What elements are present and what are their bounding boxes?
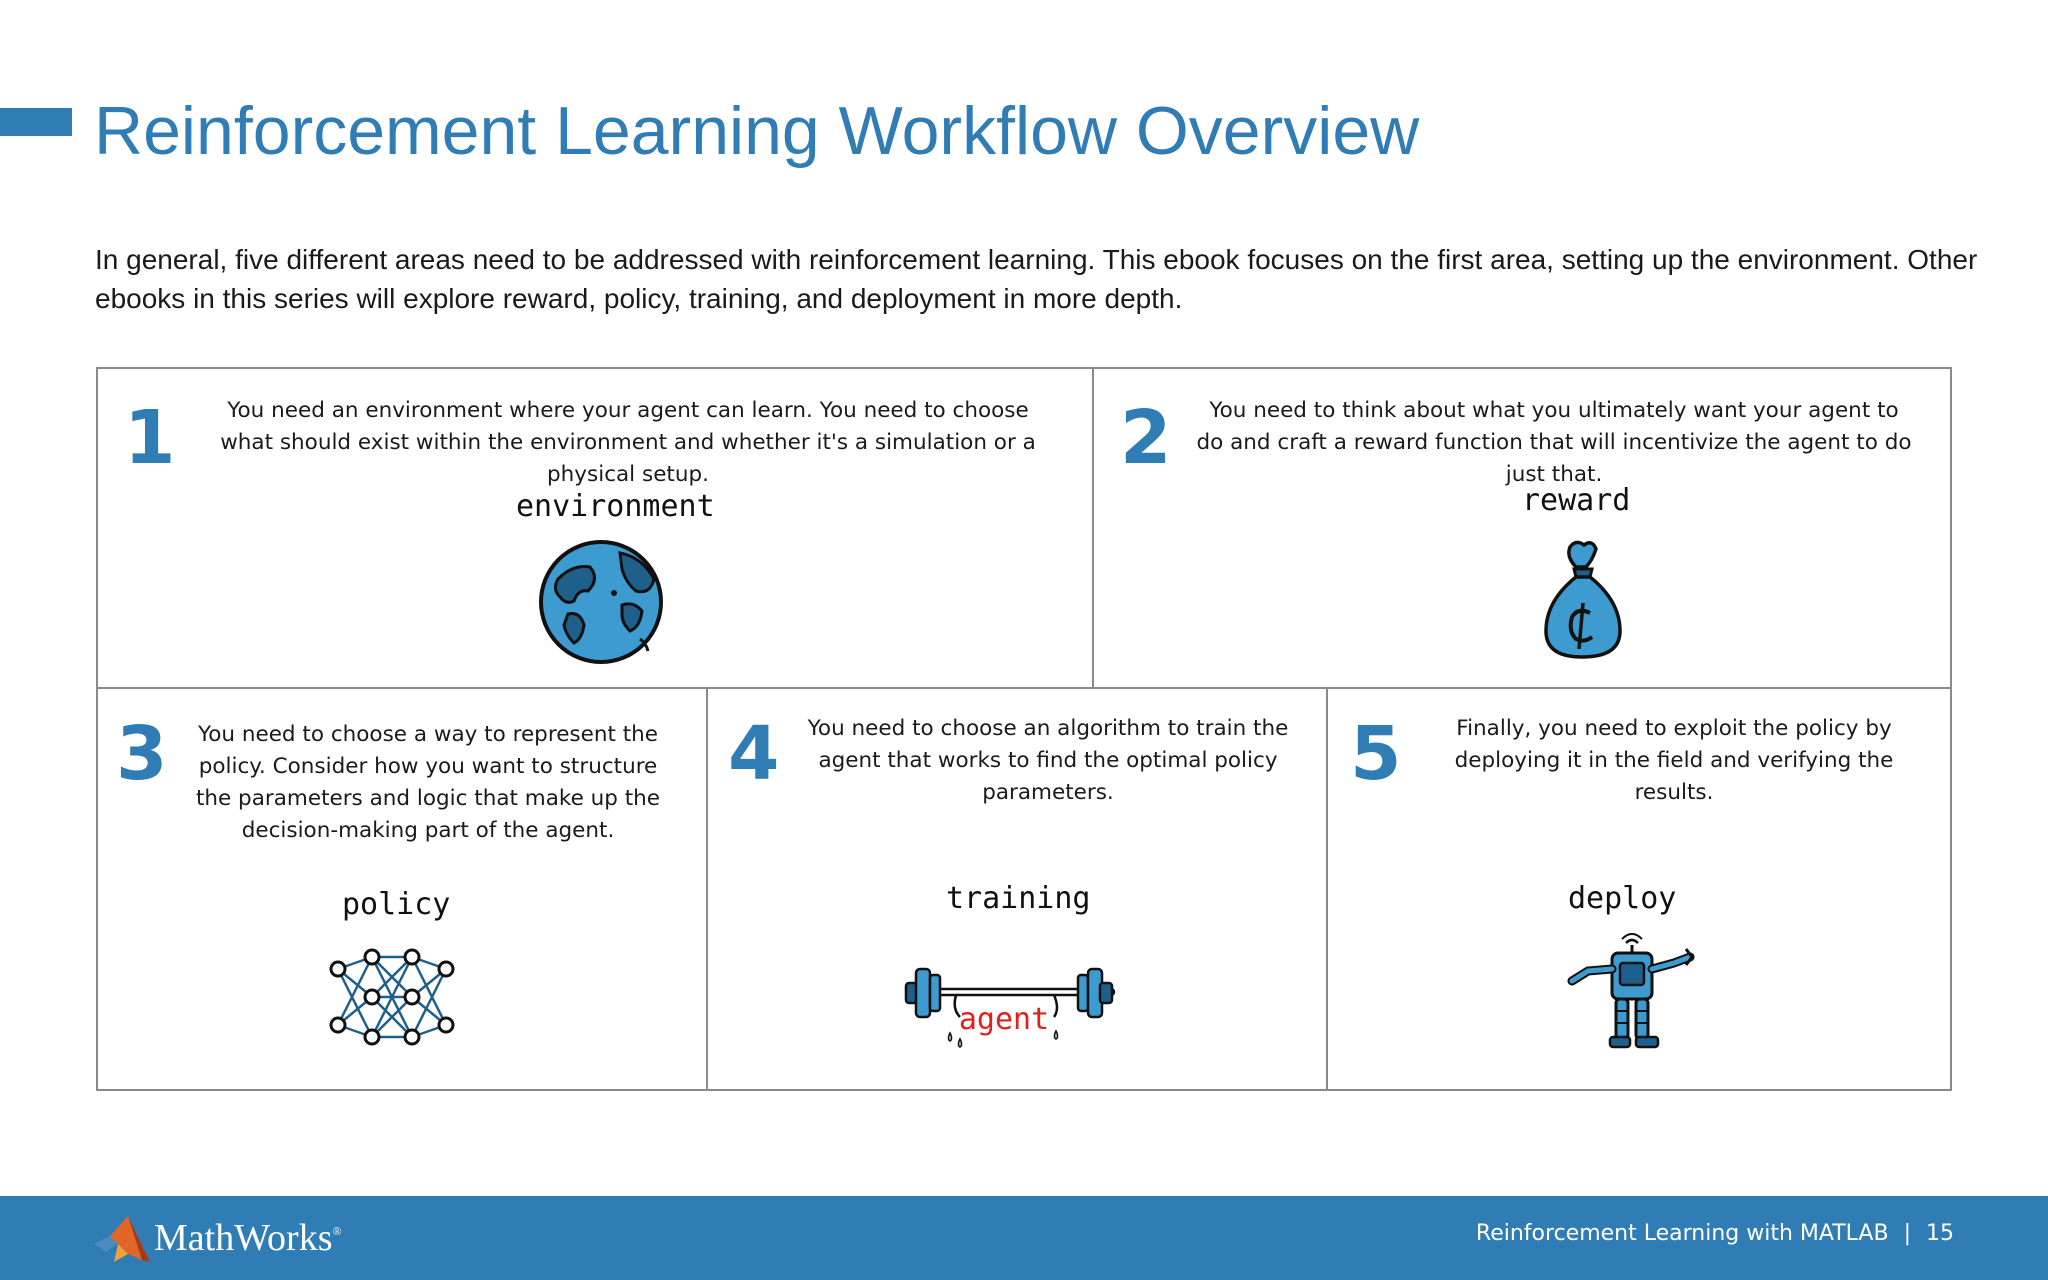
footer-book-title: Reinforcement Learning with MATLAB xyxy=(1475,1221,1889,1246)
step-5-panel xyxy=(1328,689,1950,1091)
step-5-description: Finally, you need to exploit the policy by deploying it in the field and verifying the results. xyxy=(1454,716,1894,805)
step-1-panel xyxy=(98,369,1094,689)
step-5-number: 5 xyxy=(1350,711,1402,797)
mathworks-logo-icon xyxy=(92,1214,152,1264)
page-footer xyxy=(0,1196,2048,1280)
footer-separator: | xyxy=(1903,1221,1911,1246)
step-4-label: training xyxy=(946,881,1091,916)
robot-icon xyxy=(1566,933,1698,1053)
step-2-description: You need to think about what you ultimately want your agent to do and craft a reward function that will incentivize the agent to do just that. xyxy=(1196,398,1912,487)
neural-network-icon xyxy=(326,945,460,1049)
step-4-panel xyxy=(708,689,1328,1091)
money-bag-icon xyxy=(1540,539,1626,663)
barbell-icon xyxy=(904,963,1116,1067)
step-3-label: policy xyxy=(342,887,451,922)
workflow-grid xyxy=(96,367,1952,1091)
step-3-panel xyxy=(98,689,708,1091)
title-accent-bar xyxy=(0,108,72,136)
footer-page-number: 15 xyxy=(1926,1221,1954,1246)
step-1-description: You need an environment where your agent can learn. You need to choose what should exist within the environment and whether it's a simulation or a physical setup. xyxy=(220,398,1036,487)
step-3-description: You need to choose a way to represent the policy. Consider how you want to structure the parameters and logic that make up the decision-making part of the agent. xyxy=(195,722,661,843)
step-4-description: You need to choose an algorithm to train the agent that works to find the optimal policy parameters. xyxy=(807,716,1289,805)
globe-icon xyxy=(538,539,668,669)
step-1-label: environment xyxy=(516,489,715,524)
step-4-number: 4 xyxy=(728,711,780,797)
footer-page-info xyxy=(1476,1221,1954,1246)
step-2-panel xyxy=(1094,369,1950,689)
step-3-number: 3 xyxy=(116,711,168,797)
step-5-label: deploy xyxy=(1568,881,1677,916)
barbell-agent-text: agent xyxy=(958,1002,1050,1037)
step-1-number: 1 xyxy=(124,395,176,481)
intro-paragraph: In general, five different areas need to be addressed with reinforcement learning. This ebook focuses on the first area, setting up the environment. Other ebooks in this series will explore reward, policy, training, and deployment in more depth. xyxy=(95,244,1978,314)
page-title: Reinforcement Learning Workflow Overview xyxy=(94,93,1420,169)
step-2-label: reward xyxy=(1522,483,1631,518)
step-2-number: 2 xyxy=(1120,395,1172,481)
mathworks-brand: MathWorks® xyxy=(154,1217,342,1259)
